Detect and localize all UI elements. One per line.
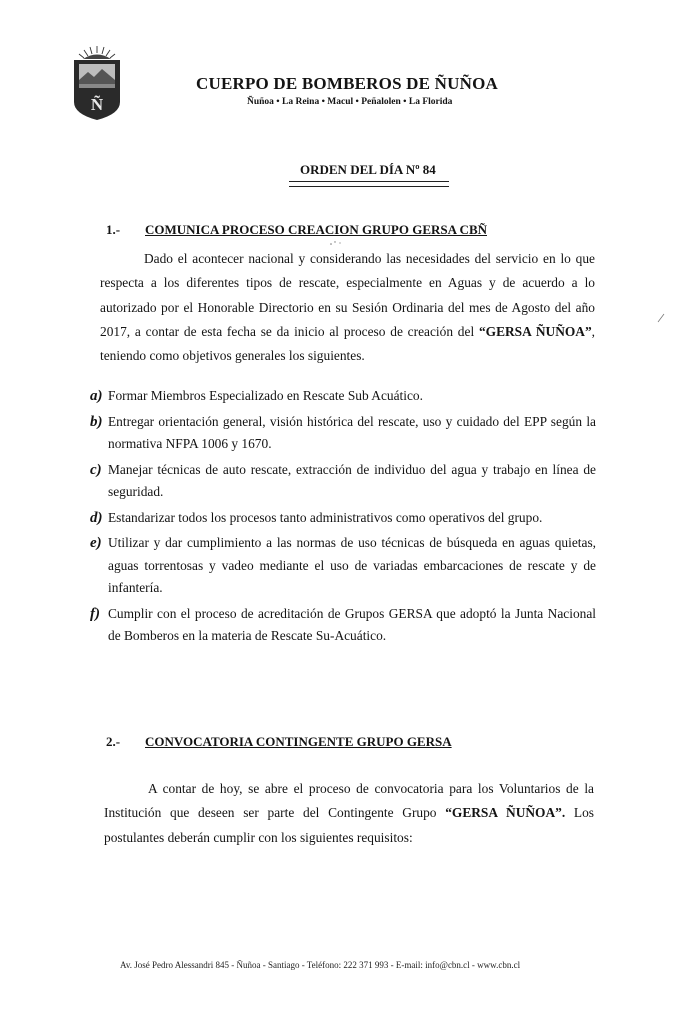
list-item bbox=[90, 603, 596, 648]
list-item bbox=[90, 507, 596, 530]
list-item-text: Utilizar y dar cumplimiento a las normas de uso técnicas de búsqueda en aguas quietas, aguas torrentosas y vadeo mediante el uso de variadas embarcaciones de rescate y de infantería. bbox=[108, 535, 596, 595]
section-1-intro-end: , teniendo como objetivos generales los siguientes. bbox=[100, 323, 596, 364]
list-marker: b) bbox=[90, 413, 103, 430]
section-2-body bbox=[104, 777, 594, 850]
list-item-text: Cumplir con el proceso de acreditación de Grupos GERSA que adoptó la Junta Nacional de Bomberos en la materia de Rescate Su-Acuático. bbox=[108, 605, 596, 643]
order-title: ORDEN DEL DÍA Nº 84 bbox=[300, 162, 436, 177]
list-item-text: Estandarizar todos los procesos tanto administrativos como operativos del grupo. bbox=[108, 509, 543, 525]
list-item-text: Manejar técnicas de auto rescate, extracción de individuo del agua y trabajo en línea de seguridad. bbox=[108, 461, 596, 499]
list-item bbox=[90, 532, 596, 600]
list-item-text: Entregar orientación general, visión histórica del rescate, uso y cuidado del EPP según la normativa NFPA 1006 y 1670. bbox=[108, 413, 596, 451]
list-marker: a) bbox=[90, 388, 103, 404]
section-2-body-text: A contar de hoy, se abre el proceso de convocatoria para los Voluntarios de la Institución que deseen ser parte del Contingente Grupo bbox=[104, 781, 594, 821]
scan-mark bbox=[656, 312, 666, 324]
title-double-underline bbox=[289, 181, 449, 187]
list-item bbox=[90, 459, 596, 504]
list-item-text: Formar Miembros Especializado en Rescate Sub Acuático. bbox=[108, 388, 423, 403]
list-item bbox=[90, 385, 596, 408]
list-marker: d) bbox=[90, 509, 103, 526]
section-2-number: 2.- bbox=[106, 734, 121, 749]
list-item bbox=[90, 411, 596, 456]
list-marker: c) bbox=[90, 461, 102, 478]
objectives-list bbox=[90, 385, 596, 648]
scan-speck bbox=[328, 240, 342, 248]
page-footer: Av. José Pedro Alessandri 845 - Ñuñoa - Santiago - Teléfono: 222 371 993 - E-mail: info@cbn.cl - www.cbn.cl bbox=[120, 960, 521, 970]
section-2-body-end: Los postulantes deberán cumplir con los siguientes requisitos: bbox=[104, 805, 594, 845]
organization-communes: Ñuñoa • La Reina • Macul • Peñalolen • La Florida bbox=[247, 97, 453, 107]
organization-name: CUERPO DE BOMBEROS DE ÑUÑOA bbox=[196, 74, 498, 93]
list-marker: f) bbox=[90, 605, 100, 622]
section-1-number: 1.- bbox=[106, 222, 121, 237]
fire-department-crest-icon bbox=[70, 44, 124, 122]
section-1-intro bbox=[100, 247, 595, 368]
list-marker: e) bbox=[90, 535, 102, 551]
section-1-title: COMUNICA PROCESO CREACION GRUPO GERSA CBÑ bbox=[145, 222, 487, 237]
section-2-body-emphasis: “GERSA ÑUÑOA”. bbox=[445, 805, 566, 821]
section-1-intro-emphasis: “GERSA ÑUÑOA” bbox=[478, 323, 592, 339]
section-2-title: CONVOCATORIA CONTINGENTE GRUPO GERSA bbox=[145, 734, 452, 749]
section-1-intro-text: Dado el acontecer nacional y considerando las necesidades del servicio en lo que respecta a los diferentes tipos de rescate, especialmente en Aguas y de acuerdo a lo autorizado por el Honorable Directorio en su Sesión Ordinaria del mes de Agosto del año 2017, a contar de esta fecha se da inicio al proceso de creación del bbox=[100, 251, 595, 339]
svg-text:Ñ: Ñ bbox=[90, 95, 104, 114]
